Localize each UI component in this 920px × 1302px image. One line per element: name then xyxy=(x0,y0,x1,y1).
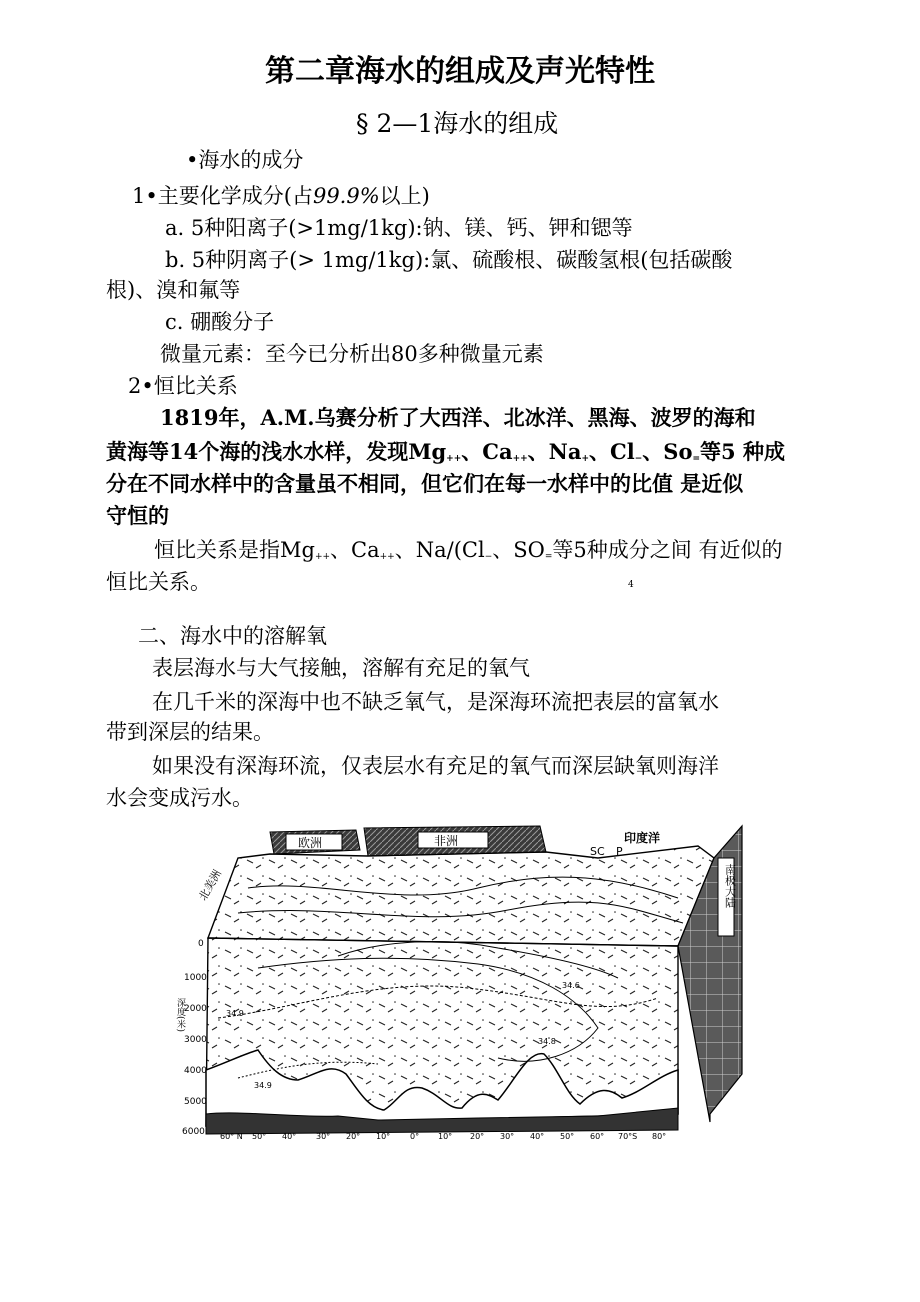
item-1 xyxy=(132,182,430,210)
ratio-p2-line1 xyxy=(154,536,782,571)
page-mark: 4 xyxy=(628,580,634,590)
cl-charge-2: − xyxy=(484,552,493,562)
page-title: 第二章海水的组成及声光特性 xyxy=(265,54,655,89)
oxygen-p3-line1: 如果没有深海环流，仅表层水有充足的氧气而深层缺氧则海洋 xyxy=(152,754,719,778)
depth-tick-3000: 3000 xyxy=(184,1035,207,1045)
item-b-line1: b. 5种阴离子(> 1mg/1kg):氯、硫酸根、碳酸氢根(包括碳酸 xyxy=(165,248,733,272)
depth-tick-1000: 1000 xyxy=(184,973,207,983)
lat-tick-7: 10° xyxy=(438,1132,453,1141)
ratio-p1-text6: 等5 种成 xyxy=(700,439,785,464)
lat-tick-6: 0° xyxy=(410,1132,420,1141)
depth-tick-4000: 4000 xyxy=(184,1066,207,1076)
na-charge: + xyxy=(581,454,590,464)
mg-charge: ++ xyxy=(446,454,462,464)
item-b-line2: 根)、溴和氟等 xyxy=(106,278,241,302)
ratio-p1-line2 xyxy=(106,438,785,473)
depth-tick-2000: 2000 xyxy=(184,1004,207,1014)
latitude-ticks xyxy=(220,1132,666,1141)
ratio-p1-text4: 、Cl xyxy=(589,439,635,464)
oxygen-p3-line2: 水会变成污水。 xyxy=(106,786,253,810)
ratio-p2-text1: 恒比关系是指Mg xyxy=(154,538,315,562)
cl-charge: − xyxy=(634,454,643,464)
lat-tick-10: 40° xyxy=(530,1132,545,1141)
depth-tick-5000: 5000 xyxy=(184,1097,207,1107)
lat-tick-13: 70°S xyxy=(618,1132,638,1141)
mg-charge-2: ++ xyxy=(314,552,331,562)
depth-ticks xyxy=(182,939,207,1137)
lat-tick-12: 60° xyxy=(590,1132,605,1141)
north-america-label: 北美洲 xyxy=(196,867,225,903)
oxygen-p2-line2: 带到深层的结果。 xyxy=(106,720,274,744)
depth-axis-label: 深度(米) xyxy=(175,998,185,1033)
ratio-p1-line4: 守恒的 xyxy=(106,503,169,528)
oxygen-p2-line1: 在几千米的深海中也不缺乏氧气，是深海环流把表层的富氧水 xyxy=(152,690,719,714)
lat-tick-1: 50° xyxy=(252,1132,267,1141)
item-a: a. 5种阳离子(>1mg/1kg):钠、镁、钙、钾和锶等 xyxy=(165,216,633,240)
ca-charge-2: ++ xyxy=(379,552,395,562)
ratio-p2-text4: /(Cl xyxy=(446,538,485,562)
oxygen-heading: 二、海水中的溶解氧 xyxy=(138,624,327,648)
item-c: c. 硼酸分子 xyxy=(165,310,275,334)
composition-heading: •海水的成分 xyxy=(186,148,304,172)
lat-tick-14: 80° xyxy=(652,1132,667,1141)
ratio-p1-text5: 、So xyxy=(642,439,693,464)
contour-label-3: 34.6 xyxy=(562,981,580,990)
ratio-p2-text3: 、Na xyxy=(394,538,447,562)
lat-tick-3: 30° xyxy=(316,1132,331,1141)
ocean-surface xyxy=(208,846,714,946)
item-1-suffix: 以上) xyxy=(379,184,430,208)
ratio-p1-text2: 、Ca xyxy=(461,439,513,464)
so-charge-2: = xyxy=(544,552,553,562)
ratio-p1-text3: 、Na xyxy=(527,439,582,464)
contour-label-4: 34.9 xyxy=(254,1081,272,1090)
lat-tick-9: 30° xyxy=(500,1132,515,1141)
constant-ratio-heading: 2•恒比关系 xyxy=(128,374,238,398)
lat-tick-0: 60° N xyxy=(220,1132,243,1141)
europe-label: 欧洲 xyxy=(298,836,323,850)
depth-tick-0: 0 xyxy=(198,939,204,949)
ratio-p2-text2: 、Ca xyxy=(330,538,380,562)
africa-label: 非洲 xyxy=(434,834,459,848)
lat-tick-8: 20° xyxy=(470,1132,485,1141)
lat-tick-11: 50° xyxy=(560,1132,575,1141)
trace-elements: 微量元素：至今已分析出80多种微量元素 xyxy=(160,342,544,366)
oxygen-p1: 表层海水与大气接触，溶解有充足的氧气 xyxy=(152,656,530,680)
item-1-percent: 99.9% xyxy=(312,184,380,208)
contour-label-2: 34.8 xyxy=(538,1037,556,1046)
ratio-p2-line2: 恒比关系。 xyxy=(106,570,211,594)
sc-label: SC xyxy=(590,845,605,858)
ratio-p1-line1: 1819年，A.M.乌赛分析了大西洋、北冰洋、黑海、波罗的海和 xyxy=(160,405,756,430)
contour-label-1: 34.9 xyxy=(226,1009,244,1018)
ratio-p2-text6: 等5种成分之间 有近似的 xyxy=(552,538,783,562)
ratio-p2-text5: 、SO xyxy=(492,538,545,562)
lat-tick-4: 20° xyxy=(346,1132,361,1141)
section-heading: § 2—1海水的组成 xyxy=(356,109,559,138)
depth-tick-6000: 6000 xyxy=(182,1127,205,1137)
ratio-p1-text1: 黄海等14个海的浅水水样，发现Mg xyxy=(106,439,447,464)
indian-ocean-label: 印度洋 xyxy=(624,831,661,845)
ca-charge: ++ xyxy=(512,454,528,464)
ratio-p1-line3: 分在不同水样中的含量虽不相同，但它们在每一水样中的比值 是近似 xyxy=(106,471,744,496)
so-charge: = xyxy=(692,454,701,464)
ocean-circulation-figure xyxy=(175,818,754,1141)
p-label: P xyxy=(616,845,623,858)
lat-tick-5: 10° xyxy=(376,1132,391,1141)
item-1-prefix: 1•主要化学成分(占 xyxy=(132,184,313,208)
antarctica-label: 南极大陆 xyxy=(723,864,737,908)
lat-tick-2: 40° xyxy=(282,1132,297,1141)
